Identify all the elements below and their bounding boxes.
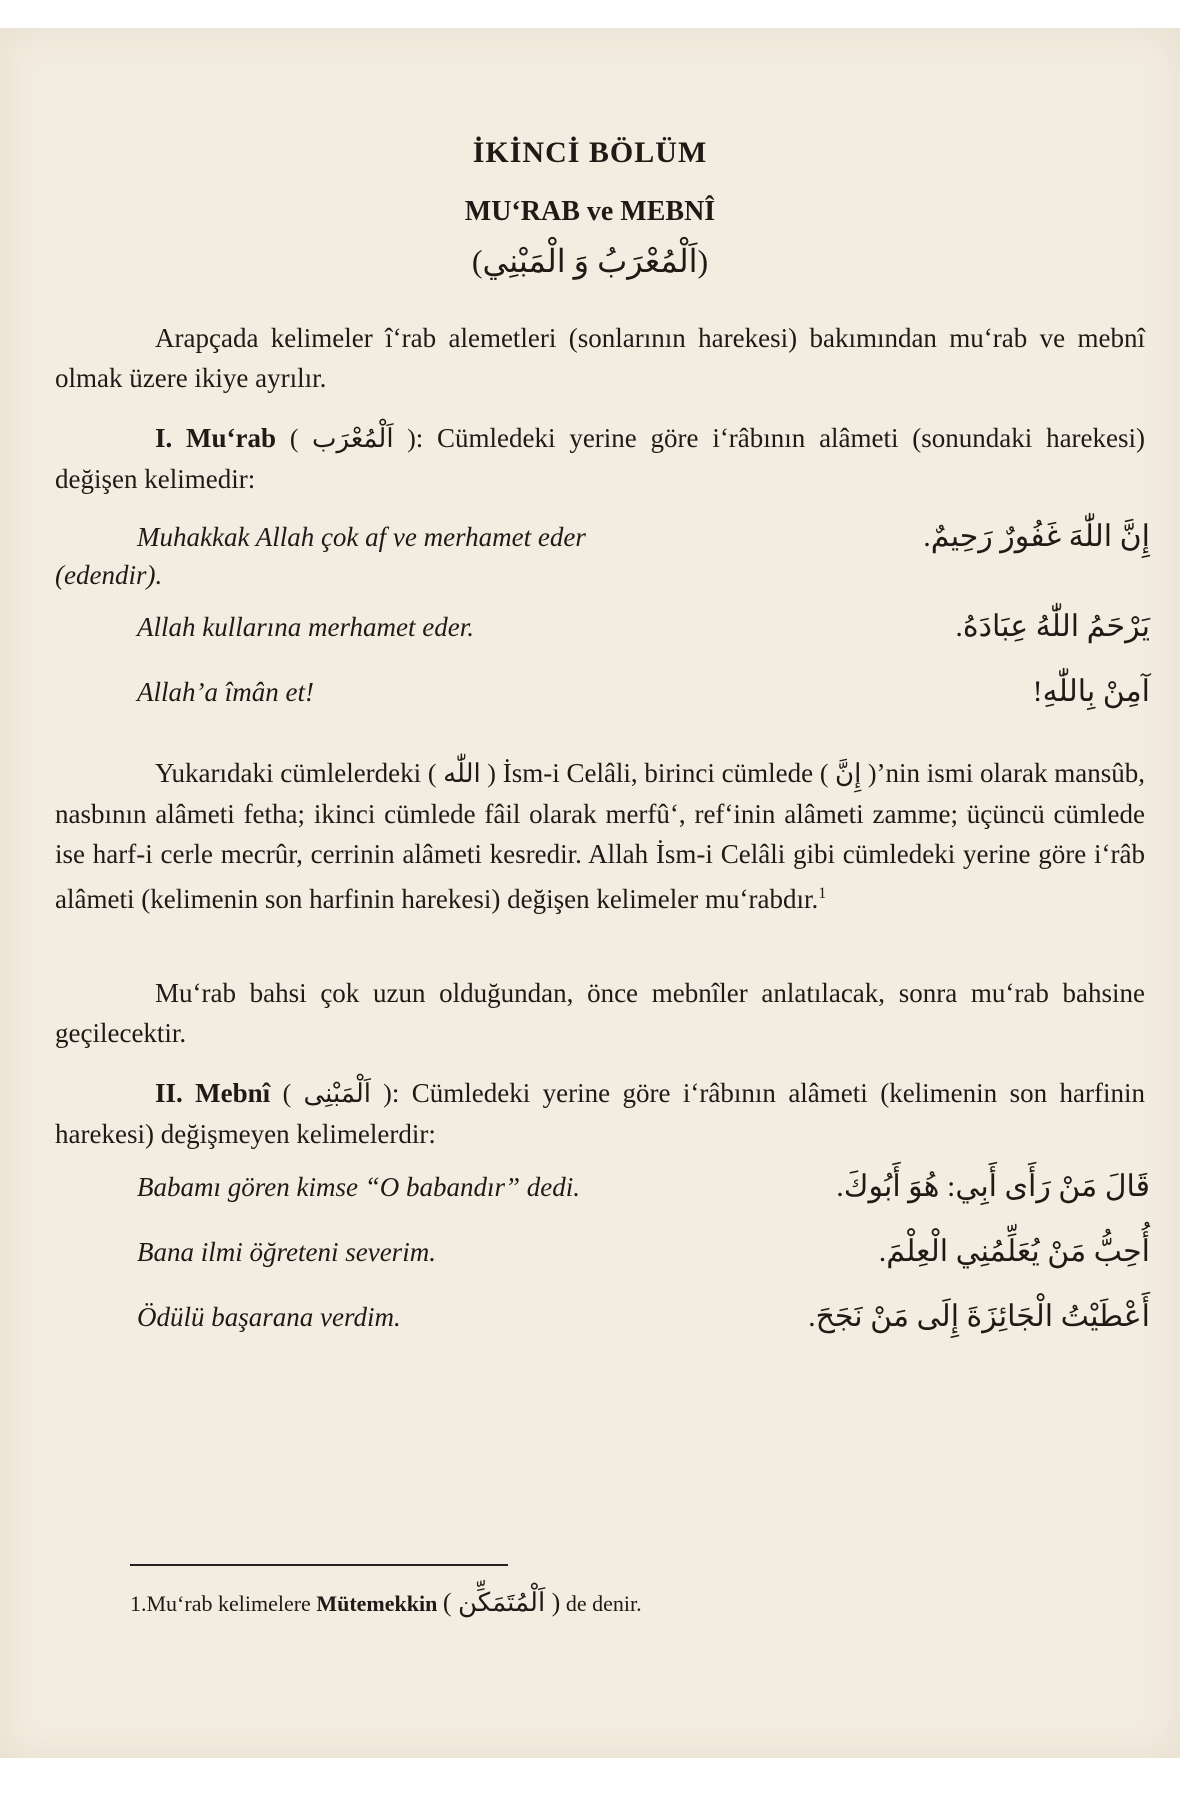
- mebni-definition-text: : Cümledeki yerine göre i‘râbının alâmeti (kelimenin son harfinin harekesi) değişmeyen kelimelerdir:: [55, 1078, 1145, 1149]
- murab-definition: [55, 418, 1145, 499]
- inna-arabic: ( إِنَّ ): [819, 759, 877, 788]
- intro-paragraph: Arapçada kelimeler î‘rab alemetleri (sonlarının harekesi) bakımından mu‘rab ve mebnî olmak üzere ikiye ayrılır.: [55, 323, 1145, 393]
- mebni-label: II. Mebnî: [155, 1078, 271, 1108]
- footnote: [130, 1588, 642, 1618]
- mebni-example-1: [55, 1168, 1150, 1206]
- example-translation: Allah kullarına merhamet eder.: [137, 612, 474, 642]
- example-arabic: أُحِبُّ مَنْ يُعَلِّمُنِي الْعِلْمَ.: [878, 1235, 1150, 1268]
- mebni-example-3: [55, 1298, 1150, 1336]
- example-translation: Allah’a îmân et!: [137, 677, 314, 707]
- footnote-text-before: Mu‘rab kelimelere: [146, 1591, 311, 1616]
- book-page: [0, 28, 1180, 1758]
- example-arabic: إِنَّ اللّٰهَ غَفُورٌ رَحِيمٌ.: [923, 520, 1150, 553]
- footnote-divider: [130, 1564, 508, 1566]
- section-title-arabic: (اَلْمُعْرَبُ وَ الْمَبْنِي): [471, 243, 709, 279]
- section-title: MU‘RAB ve MEBNÎ: [464, 196, 716, 227]
- explanation-paragraph: [55, 753, 1145, 919]
- murab-definition-text: : Cümledeki yerine göre i‘râbının alâmeti (sonundaki harekesi) değişen kelimedir:: [55, 423, 1146, 494]
- footnote-text-after: de denir.: [565, 1591, 642, 1616]
- mebni-definition: [55, 1073, 1145, 1154]
- allah-arabic: ( اللّٰه ): [427, 759, 496, 788]
- footnote-arabic: ( اَلْمُتَمَكِّن ): [442, 1588, 561, 1617]
- footnote-number: 1.: [130, 1591, 147, 1616]
- footnote-marker: 1: [818, 885, 827, 902]
- example-translation: Babamı gören kimse “O babandır” dedi.: [137, 1172, 580, 1202]
- mebni-arabic: ( اَلْمَبْنِى ): [282, 1079, 392, 1108]
- murab-label: I. Mu‘rab: [155, 423, 277, 453]
- mebni-example-2: [55, 1233, 1150, 1271]
- murab-example-3: [55, 673, 1150, 711]
- murab-example-1: [55, 518, 1150, 594]
- example-translation: Ödülü başarana verdim.: [137, 1302, 401, 1332]
- example-translation: Muhakkak Allah çok af ve merhamet eder (edendir).: [55, 522, 586, 590]
- footnote-term: Mütemekkin: [316, 1591, 438, 1616]
- example-translation: Bana ilmi öğreteni severim.: [137, 1237, 436, 1267]
- chapter-header: [0, 136, 1180, 280]
- murab-arabic: ( اَلْمُعْرَب ): [289, 424, 416, 453]
- murab-example-2: [55, 608, 1150, 646]
- explanation-text-2: İsm-i Celâli, birinci cümlede: [502, 758, 814, 788]
- chapter-title: İKİNCİ BÖLÜM: [472, 136, 708, 169]
- explanation-text-1: Yukarıdaki cümlelerdeki: [155, 758, 422, 788]
- example-arabic: يَرْحَمُ اللّٰهُ عِبَادَهُ.: [955, 610, 1150, 643]
- example-arabic: قَالَ مَنْ رَأَى أَبِي: هُوَ أَبُوكَ.: [836, 1170, 1150, 1203]
- example-arabic: آمِنْ بِاللّٰهِ!: [1032, 675, 1150, 708]
- example-arabic: أَعْطَيْتُ الْجَائِزَةَ إِلَى مَنْ نَجَحَ.: [808, 1300, 1150, 1333]
- explanation-text-3: ’nin ismi olarak mansûb, nasbının alâmeti fetha; ikinci cümlede fâil olarak merfû‘, ref‘inin alâmeti zamme; üçüncü cümlede ise harf-i cerle mecrûr, cerrinin alâmeti kesredir. Allah İsm-i Celâli gibi cümledeki yerine göre i‘râb alâmeti (kelimenin son harfinin harekesi) değişen kelimeler mu‘rabdır.: [55, 758, 1145, 914]
- transition-paragraph: Mu‘rab bahsi çok uzun olduğundan, önce mebnîler anlatılacak, sonra mu‘rab bahsine geçilecektir.: [55, 978, 1145, 1048]
